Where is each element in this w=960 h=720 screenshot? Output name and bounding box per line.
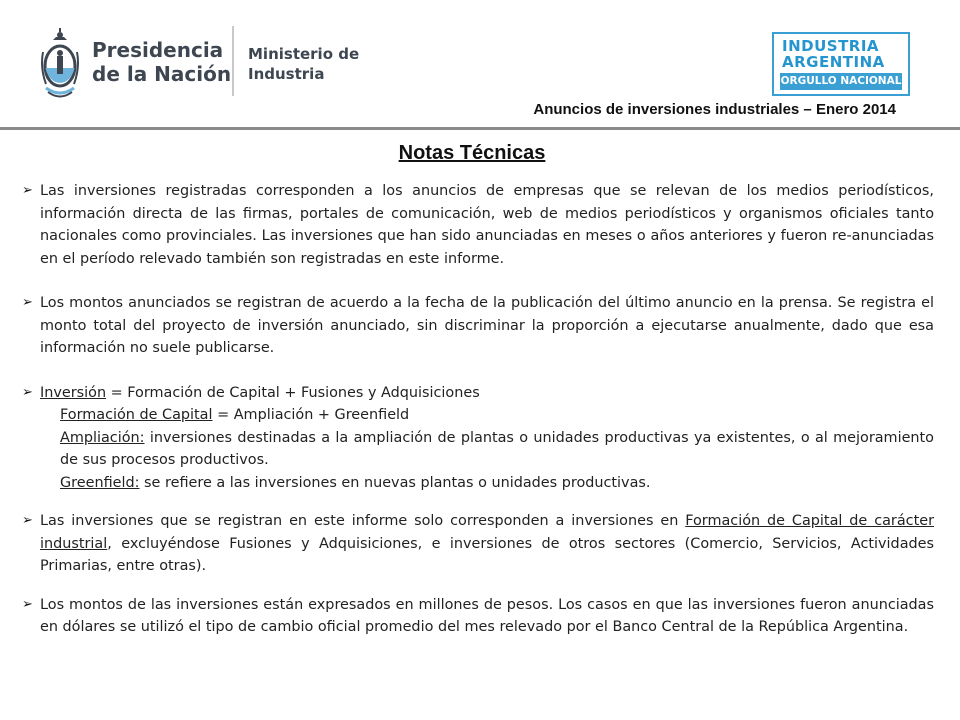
header-rule: [0, 127, 960, 130]
ministerio-logo-text: [248, 44, 359, 84]
note-text: Las inversiones registradas corresponden a los anuncios de empresas que se relevan de los medios periodísticos, información directa de las firmas, portales de comunicación, web de medios periodísticos y organismos oficiales tanto nacionales como provinciales. Las inversiones que han sido anunciadas en meses o años anteriores y fueron re-anunciadas en el período relevado también son registradas en este informe.: [40, 183, 934, 267]
term-formacion-capital: Formación de Capital: [60, 407, 213, 423]
term-formacion-capital-industrial: Formación de Capital de carácter industrial: [40, 513, 934, 552]
brand-line2: ARGENTINA: [782, 53, 885, 71]
presidencia-line1: Presidencia: [92, 38, 224, 62]
arrow-bullet-icon: ➢: [22, 295, 33, 310]
presidencia-line2: de la Nación: [92, 62, 232, 86]
presidencia-logo-text: [92, 38, 231, 86]
sub-definition: [22, 404, 934, 427]
term-ampliacion: Ampliación:: [60, 429, 145, 446]
notes-body: [22, 180, 934, 639]
note-text: , excluyéndose Fusiones y Adquisiciones, e inversiones de otros sectores (Comercio, Servicios, Actividades Primarias, entre otras).: [40, 535, 934, 574]
header: [0, 0, 960, 130]
definition-inversion: = Formación de Capital + Fusiones y Adquisiciones: [106, 384, 480, 401]
coat-of-arms-icon: [40, 28, 80, 102]
term-inversion: Inversión: [40, 384, 107, 401]
sub-definition: [22, 472, 934, 495]
definition-formacion-capital: = Ampliación + Greenfield: [212, 407, 410, 423]
industria-argentina-logo: [772, 32, 910, 96]
arrow-bullet-icon: ➢: [22, 513, 33, 528]
definition-ampliacion: inversiones destinadas a la ampliación de plantas o unidades productivas ya existentes, o al mejoramiento de sus procesos productivos.: [60, 429, 934, 468]
logo-separator: [232, 26, 234, 96]
term-greenfield: Greenfield:: [60, 474, 140, 491]
note-text: Los montos anunciados se registran de acuerdo a la fecha de la publicación del último anuncio en la prensa. Se registra el monto total del proyecto de inversión anunciado, sin discriminar la proporción a ejecutarse anualmente, dado que esa información no suele publicarse.: [40, 295, 934, 356]
note-item: [22, 594, 934, 639]
note-item: [22, 382, 934, 405]
ministerio-line2: Industria: [248, 65, 325, 83]
note-text: Los montos de las inversiones están expresados en millones de pesos. Los casos en que las inversiones fueron anunciadas en dólares se utilizó el tipo de cambio oficial promedio del mes relevado por el Banco Central de la República Argentina.: [40, 596, 934, 635]
note-item: [22, 180, 934, 270]
sub-definition: [22, 427, 934, 472]
ministerio-line1: Ministerio de: [248, 45, 360, 63]
arrow-bullet-icon: ➢: [22, 384, 33, 400]
note-item: [22, 292, 934, 360]
definition-greenfield: se refiere a las inversiones en nuevas plantas o unidades productivas.: [139, 474, 651, 491]
brand-line3: ORGULLO NACIONAL: [780, 73, 902, 90]
page-title: Notas Técnicas: [398, 142, 546, 164]
note-item: [22, 510, 934, 578]
report-subtitle: Anuncios de inversiones industriales – Enero 2014: [533, 101, 896, 118]
arrow-bullet-icon: ➢: [22, 596, 33, 612]
arrow-bullet-icon: ➢: [22, 183, 33, 198]
note-text: Las inversiones que se registran en este informe solo corresponden a inversiones en: [40, 513, 686, 529]
brand-line1: INDUSTRIA: [782, 37, 880, 55]
